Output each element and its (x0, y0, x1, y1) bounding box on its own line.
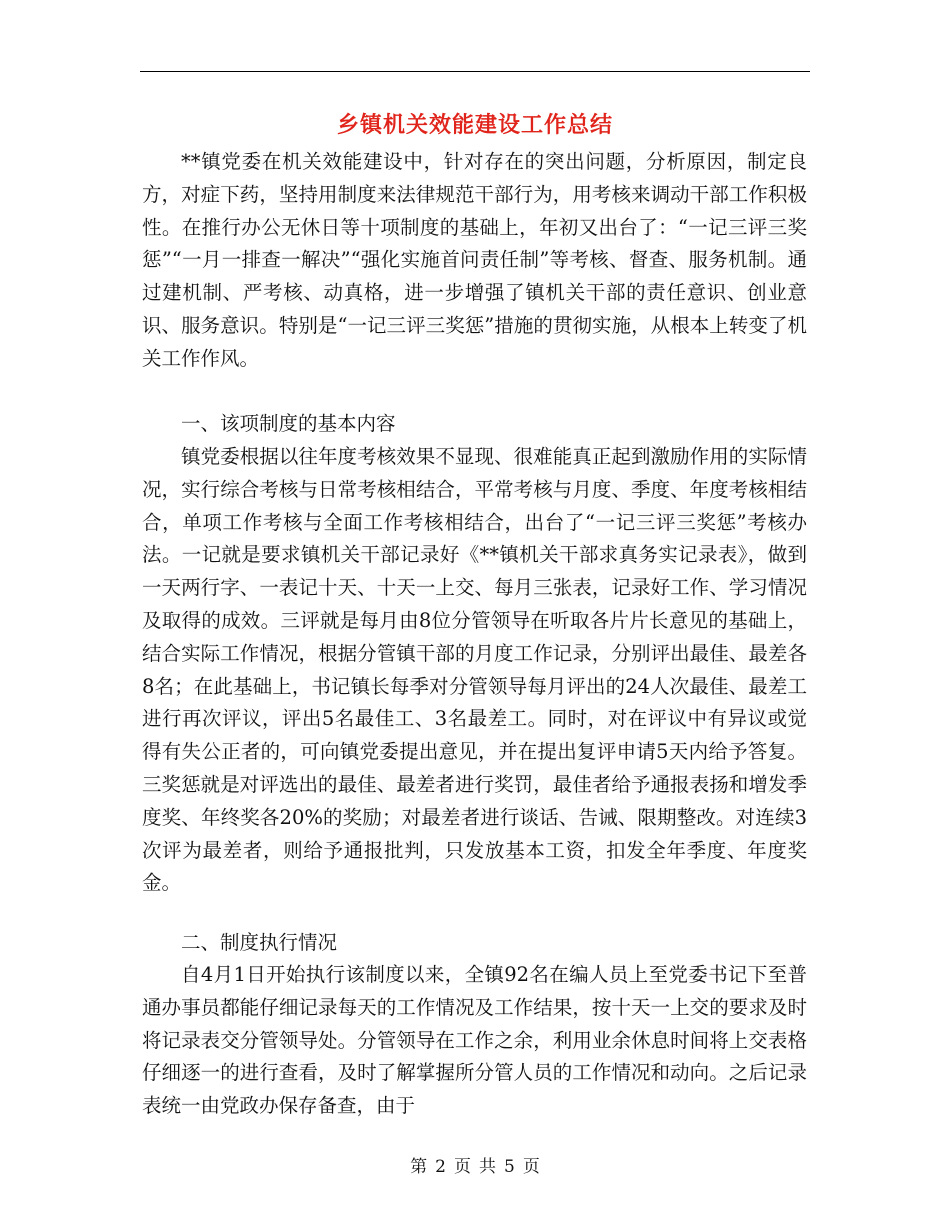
paragraph-intro: **镇党委在机关效能建设中，针对存在的突出问题，分析原因，制定良方，对症下药，坚持用制度来法律规范干部行为，用考核来调动干部工作积极性。在推行办公无休日等十项制度的基础上，年初又出台了：“一记三评三奖惩”“一月一排查一解决”“强化实施首问责任制”等考核、督查、服务机制。通过建机制、严考核、动真格，进一步增强了镇机关干部的责任意识、创业意识、服务意识。特别是“一记三评三奖惩”措施的贯彻实施，从根本上转变了机关工作作风。 (142, 150, 807, 370)
document-title: 乡镇机关效能建设工作总结 (336, 113, 613, 138)
header-rule (140, 71, 810, 72)
paragraph-section-2: 自4月1日开始执行该制度以来，全镇92名在编人员上至党委书记下至普通办事员都能仔细记录每天的工作情况及工作结果，按十天一上交的要求及时将记录表交分管领导处。分管领导在工作之余，利用业余休息时间将上交表格仔细逐一的进行查看，及时了解掌握所分管人员的工作情况和动向。之后记录表统一由党政办保存备查，由于 (142, 963, 807, 1118)
footer-prefix: 第 (410, 1157, 428, 1177)
paragraph-section-1: 镇党委根据以往年度考核效果不显现、很难能真正起到激励作用的实际情况，实行综合考核与日常考核相结合，平常考核与月度、季度、年度考核相结合，单项工作考核与全面工作考核相结合，出台了“一记三评三奖惩”考核办法。一记就是要求镇机关干部记录好《**镇机关干部求真务实记录表》，做到一天两行字、一表记十天、十天一上交、每月三张表，记录好工作、学习情况及取得的成效。三评就是每月由8位分管领导在听取各片片长意见的基础上，结合实际工作情况，根据分管镇干部的月度工作记录，分别评出最佳、最差各8名；在此基础上，书记镇长每季对分管领导每月评出的24人次最佳、最差工进行再次评议，评出5名最佳工、3名最差工。同时，对在评议中有异议或觉得有失公正者的，可向镇党委提出意见，并在提出复评申请5天内给予答复。三奖惩就是对评选出的最佳、最差者进行奖罚，最佳者给予通报表扬和增发季度奖、年终奖各20%的奖励；对最差者进行谈话、告诫、限期整改。对连续3次评为最差者，则给予通报批判，只发放基本工资，扣发全年季度、年度奖金。 (142, 445, 807, 895)
section-heading-2: 二、制度执行情况 (181, 931, 338, 954)
section-heading-1: 一、该项制度的基本内容 (181, 412, 396, 435)
footer-page-word: 页 (454, 1157, 471, 1177)
footer-total-prefix: 共 (479, 1157, 496, 1177)
footer-suffix: 页 (522, 1157, 540, 1177)
page-footer (0, 1152, 950, 1177)
footer-total-pages: 5 (504, 1157, 515, 1177)
footer-current-page: 2 (435, 1157, 446, 1177)
